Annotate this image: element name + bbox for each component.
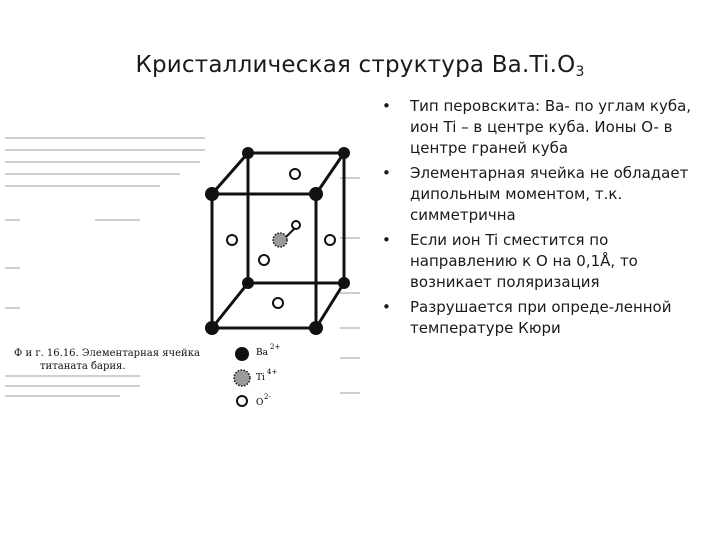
figure-caption-line2: титаната бария.	[40, 361, 126, 372]
o-ion	[290, 169, 300, 179]
bullet-text: Тип перовскита: Ba- по углам куба, ион Ti – в центре куба. Ионы O- в центре граней куба	[410, 97, 692, 157]
legend-ba-swatch	[235, 347, 249, 361]
ba-ion	[338, 277, 350, 289]
bullet-marker: •	[382, 97, 391, 115]
o-ion	[259, 255, 269, 265]
bullet-marker: •	[382, 164, 391, 182]
crystal-figure	[0, 118, 370, 418]
bullet-list	[380, 96, 710, 343]
legend-ti-swatch	[234, 370, 250, 386]
o-ion	[273, 298, 283, 308]
bullet-item	[380, 163, 710, 226]
legend-ti-charge: 4+	[267, 368, 278, 376]
legend-ti-label: Ti	[256, 373, 265, 383]
legend-o-charge: 2-	[264, 393, 271, 401]
legend-ba-label: Ba	[256, 348, 268, 358]
ba-ion	[309, 321, 323, 335]
bullet-text: Элементарная ячейка не обладает дипольным моментом, т.к. симметрична	[410, 164, 689, 224]
ba-ion	[205, 187, 219, 201]
title-subscript: 3	[575, 64, 585, 80]
o-ion	[292, 221, 300, 229]
bullet-marker: •	[382, 231, 391, 249]
bullet-text: Если ион Ti сместится по направлению к O на 0,1Å, то возникает поляризация	[410, 231, 638, 291]
bullet-text: Разрушается при опреде-ленной температуре Кюри	[410, 298, 672, 337]
bullet-marker: •	[382, 298, 391, 316]
o-ion	[227, 235, 237, 245]
ba-ion	[205, 321, 219, 335]
title-main: Кристаллическая структура Ba.Ti.O	[135, 52, 576, 78]
bullet-item	[380, 297, 710, 339]
bullet-item	[380, 230, 710, 293]
figure-caption-line1: Ф и г. 16.16. Элементарная ячейка	[14, 348, 200, 359]
ba-ion	[309, 187, 323, 201]
ti-center-ion	[273, 233, 287, 247]
ba-ion	[242, 147, 254, 159]
legend-o-swatch	[237, 396, 247, 406]
unit-cell-diagram	[0, 118, 370, 418]
slide-title	[0, 52, 720, 80]
legend-ba-charge: 2+	[270, 343, 281, 351]
ba-ion	[338, 147, 350, 159]
ion-legend	[234, 343, 280, 408]
legend-o-label: O	[256, 398, 264, 408]
ba-ion	[242, 277, 254, 289]
bullet-item	[380, 96, 710, 159]
o-ion	[325, 235, 335, 245]
